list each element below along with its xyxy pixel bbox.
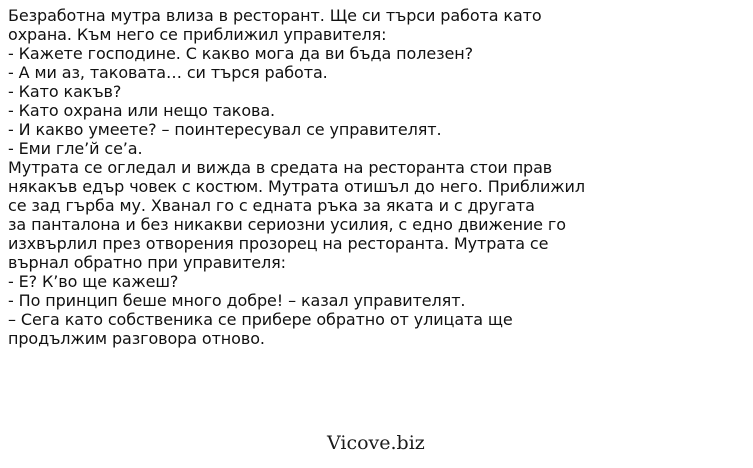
joke-line: се зад гърба му. Хванал го с едната ръка за яката и с другата (8, 196, 535, 215)
joke-line: върнал обратно при управителя: (8, 253, 286, 272)
joke-line: някакъв едър човек с костюм. Мутрата отишъл до него. Приближил (8, 177, 585, 196)
joke-line: - Еми гле’й се’а. (8, 139, 143, 158)
joke-line: - Кажете господине. С какво мога да ви бъда полезен? (8, 44, 473, 63)
joke-line: продължим разговора отново. (8, 329, 265, 348)
joke-line: - Като охрана или нещо такова. (8, 101, 276, 120)
joke-line: – Сега като собственика се прибере обратно от улицата ще (8, 310, 513, 329)
joke-line: - Като какъв? (8, 82, 122, 101)
joke-line: изхвърлил през отворения прозорец на ресторанта. Мутрата се (8, 234, 549, 253)
joke-line: Безработна мутра влиза в ресторант. Ще си търси работа като (8, 6, 542, 25)
joke-line: Мутрата се огледал и вижда в средата на ресторанта стои прав (8, 158, 553, 177)
joke-line: за панталона и без никакви сериозни усилия, с едно движение го (8, 215, 566, 234)
joke-line: - И какво умеете? – поинтересувал се управителят. (8, 120, 442, 139)
joke-line: охрана. Към него се приближил управителя: (8, 25, 387, 44)
joke-text (8, 6, 748, 348)
joke-line: - А ми аз, таковата… си търся работа. (8, 63, 328, 82)
joke-line: - Е? К’во ще кажеш? (8, 272, 179, 291)
site-watermark: Vicove.biz (327, 432, 425, 454)
joke-line: - По принцип беше много добре! – казал управителят. (8, 291, 466, 310)
